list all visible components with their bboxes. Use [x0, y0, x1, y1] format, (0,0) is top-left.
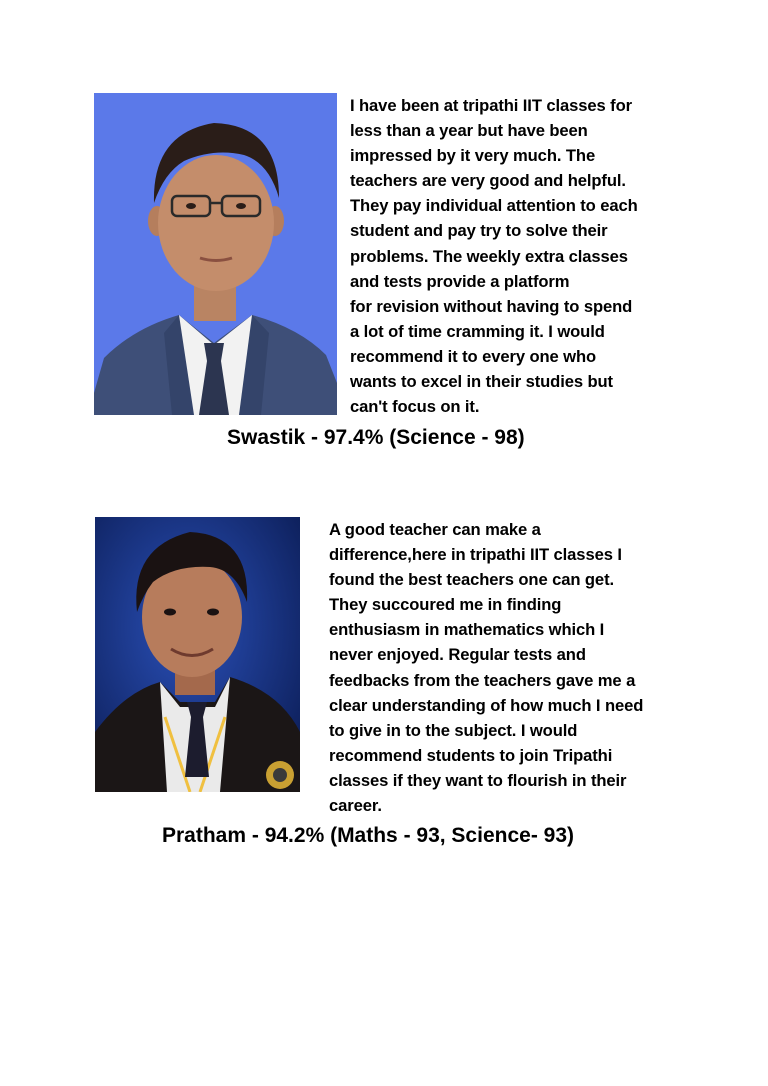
testimonial-quote-pratham: A good teacher can make a difference,here in tripathi IIT classes I found the best teachers one can get. They succoured me in finding enthusiasm in mathematics which I never enjoyed. Regular tests and feedbacks from the teachers gave me a clear understanding of how much I need to give in to the subject. I would recommend students to join Tripathi classes if they want to flourish in their career. — [329, 520, 644, 816]
testimonial-caption-pratham: Pratham - 94.2% (Maths - 93, Science- 93) — [162, 824, 574, 847]
student-photo-pratham — [95, 517, 300, 792]
student-portrait-image — [95, 517, 300, 792]
testimonial-caption-swastik: Swastik - 97.4% (Science - 98) — [227, 426, 525, 449]
testimonial-quote-swastik: I have been at tripathi IIT classes for less than a year but have been impressed by it very much. The teachers are very good and helpful. They pay individual attention to each student and pay try to solve their problems. The weekly extra classes and tests provide a platform for revision without having to spend a lot of time cramming it. I would recommend it to every one who wants to excel in their studies but can't focus on it. — [350, 96, 638, 417]
student-portrait-image — [94, 93, 337, 415]
student-photo-swastik — [94, 93, 337, 415]
